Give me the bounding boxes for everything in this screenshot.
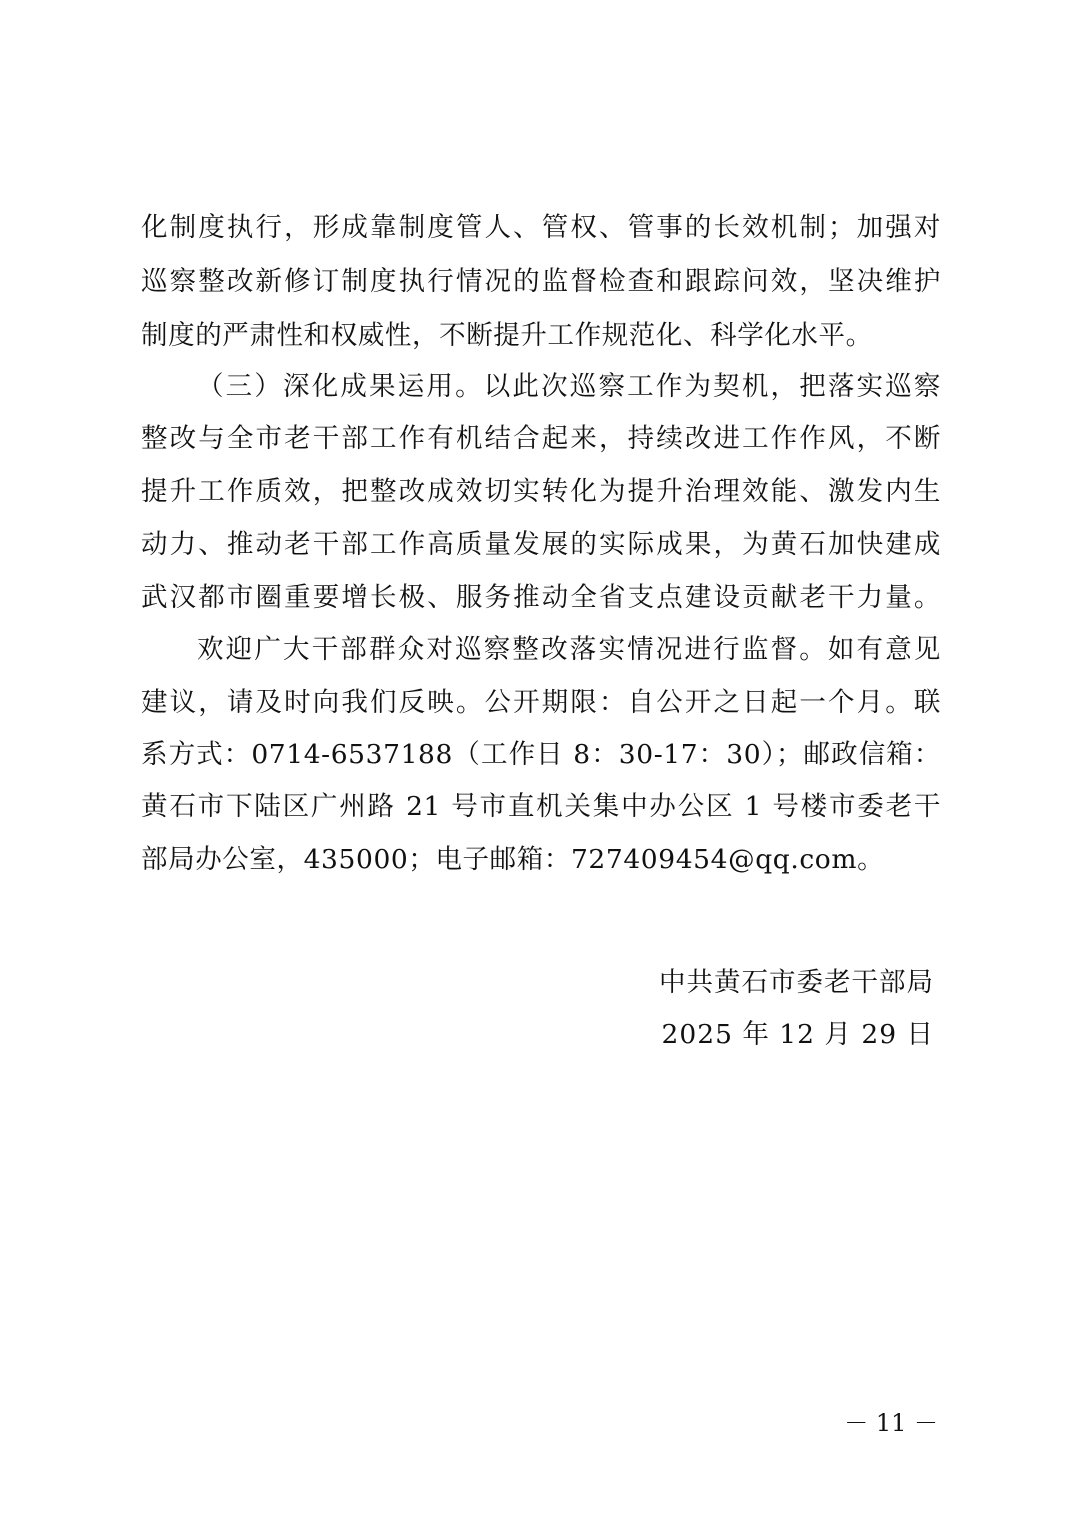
paragraph-line: 制度的严肃性和权威性，不断提升工作规范化、科学化水平。	[141, 320, 873, 351]
paragraph-line: 系方式：0714-6537188（工作日 8：30-17：30）；邮政信箱：	[141, 739, 941, 770]
signature-date: 2025 年 12 月 29 日	[661, 1019, 934, 1050]
paragraph-line: 黄石市下陆区广州路 21 号市直机关集中办公区 1 号楼市委老干	[141, 791, 941, 822]
paragraph-line: 部局办公室，435000；电子邮箱：727409454@qq.com。	[141, 844, 885, 875]
signature-organization: 中共黄石市委老干部局	[659, 967, 934, 998]
paragraph-line: 动力、推动老干部工作高质量发展的实际成果，为黄石加快建成	[141, 529, 941, 560]
paragraph-line: 建议，请及时向我们反映。公开期限：自公开之日起一个月。联	[141, 687, 941, 718]
paragraph-line: 提升工作质效，把整改成效切实转化为提升治理效能、激发内生	[141, 476, 941, 507]
paragraph-line: 欢迎广大干部群众对巡察整改落实情况进行监督。如有意见	[197, 634, 941, 665]
paragraph-line: 化制度执行，形成靠制度管人、管权、管事的长效机制；加强对	[141, 212, 941, 243]
paragraph-line: 武汉都市圈重要增长极、服务推动全省支点建设贡献老干力量。	[141, 582, 941, 613]
paragraph-line: 巡察整改新修订制度执行情况的监督检查和跟踪问效，坚决维护	[141, 266, 941, 297]
page-number: － 11 －	[844, 1409, 938, 1437]
paragraph-line: （三）深化成果运用。以此次巡察工作为契机，把落实巡察	[197, 371, 941, 402]
paragraph-line: 整改与全市老干部工作有机结合起来，持续改进工作作风，不断	[141, 423, 941, 454]
